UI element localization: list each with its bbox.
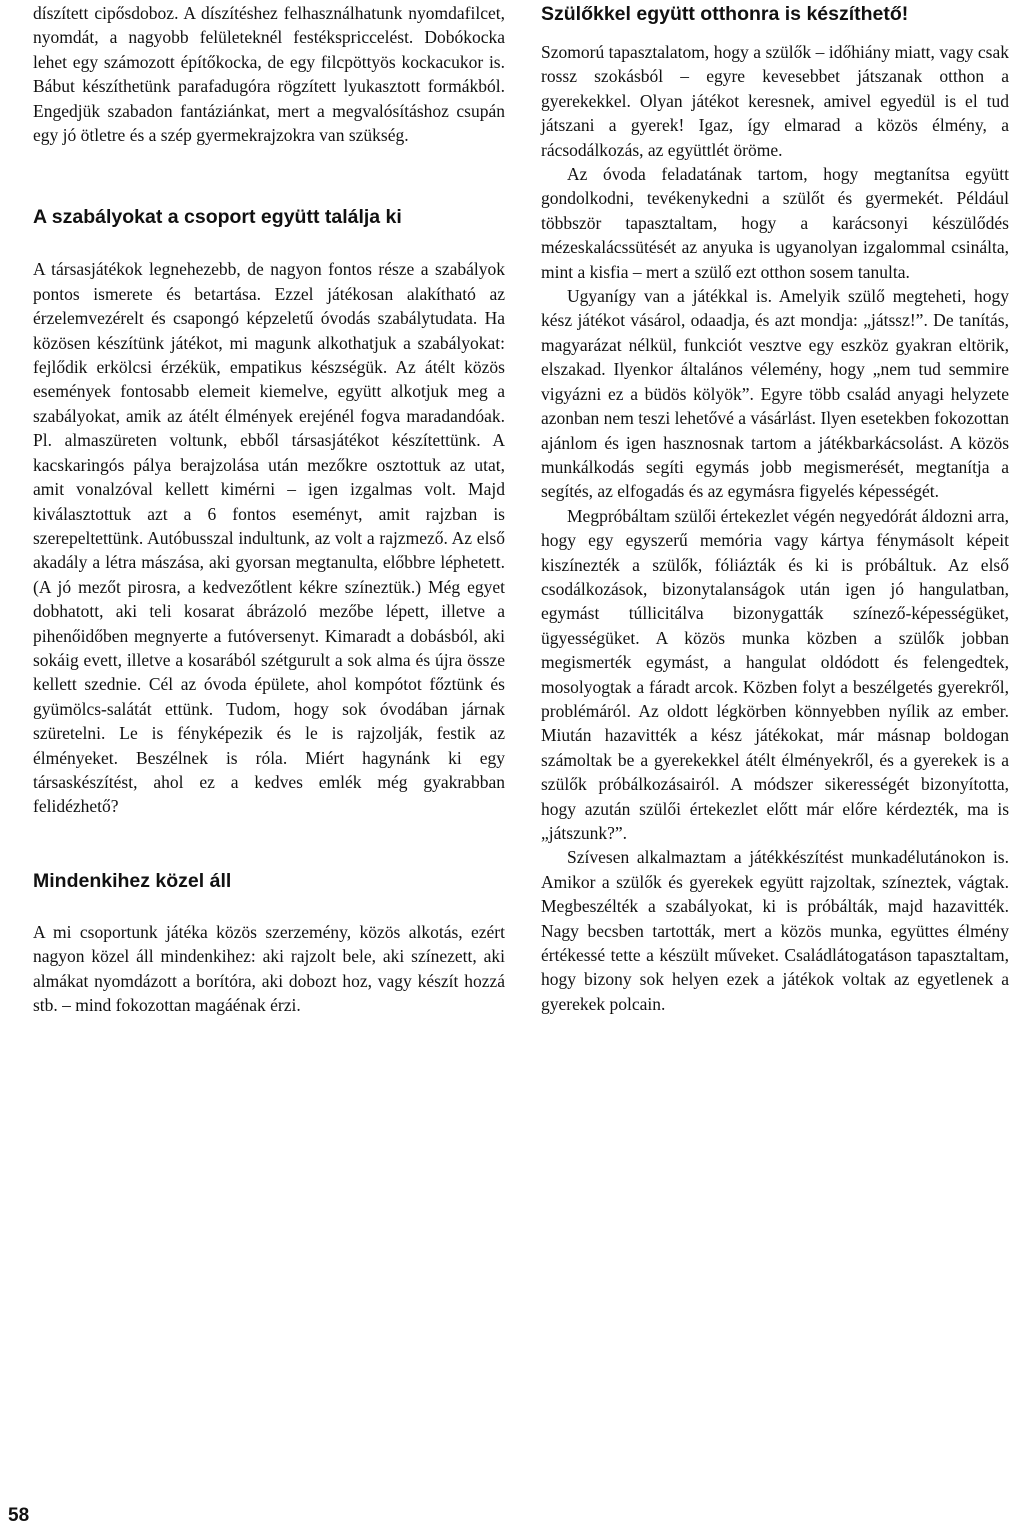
parents-paragraph-2: Az óvoda feladatának tartom, hogy megtanítsa együtt gondolkodni, tevékenykedni a szülőt és gyermekét. Például többször tapasztaltam, hogy a karácsonyi készülődés mézeskalácssütését az anyuka is ugyanolyan izgalommal csinálta, mint a kisfia – mert a szülő ezt otthon sosem tanulta. <box>541 164 1009 282</box>
close-to-everyone-paragraph: A mi csoportunk játéka közös szerzemény, közös alkotás, ezért nagyon közel áll mindenkihez: aki rajzolt bele, aki színezett, aki almákat nyomdázott a borítóra, aki dobozt hoz, vagy készít hozzá stb. – mind fokozottan magáénak érzi. <box>33 921 505 1015</box>
right-column <box>541 0 1009 1016</box>
parents-paragraph-5: Szívesen alkalmaztam a játékkészítést munkadélutánokon is. Amikor a szülők és gyerekek együtt rajzoltak, színeztek, vágtak. Megbeszélték a szabályokat, ki is próbálták, majd hazavitték. Nagy becsben tartották, mert a közös munka, együttes élmény értékessé tette a készült műveket. Családlátogatáson tapasztaltam, hogy bizony sok helyen ezek a játékok voltak az egyetlenek a gyerekek polcain. <box>541 847 1009 1014</box>
parents-paragraph-3: Ugyanígy van a játékkal is. Amelyik szülő megteheti, hogy kész játékot vásárol, odaadja, és azt mondja: „játssz!”. De tanítás, magyarázat nélkül, funkciót vesztve egy eszköz gyakran eltörik, elszakad. Ilyenkor általános vélemény, hogy „nem tud semmire vigyázni ez a büdös kölyök”. Egyre több család anyagi helyzete azonban nem teszi lehetővé a vásárlást. Ilyen esetekben fokozottan ajánlom és igen hasznosnak tartom a játékbarkácsolást. A közös munkálkodás segíti egymás jobb megismerését, megtanítja a segítés, az elfogadás és az egymásra figyelés képességét. <box>541 286 1009 502</box>
parents-paragraph-4: Megpróbáltam szülői értekezlet végén negyedórát áldozni arra, hogy egy egyszerű memória vagy kártya fénymásolt képeit kiszínezték a szülők, fóliázták és ki is próbáltuk. Az első csodálkozások, bizonytalanságok után igen jó hangulatban, egymást túllicitálva bizonygatták színező-képességüket, ügyességüket. A közös munka közben a szülők jobban megismerték egymást, a hangulat oldódott és felengedtek, mosolyogtak a fáradt arcok. Közben folyt a beszélgetés gyerekről, problémáról. Az oldott légkörben könnyebben nyílik az ember. Miután hazavitték a kész játékokat, már másnap boldogan számoltak be a gyerekekkel átélt élményekről, és a gyerekek is a szülők próbálkozásairól. A módszer sikerességét bizonyította, hogy azután szülői értekezlet előtt már előre kérdezték, ma is „játszunk?”. <box>541 505 1009 843</box>
section-heading-parents: Szülőkkel együtt otthonra is készíthető! <box>541 3 909 25</box>
page-number: 58 <box>8 1505 30 1526</box>
section-heading-rules: A szabályokat a csoport együtt találja ki <box>33 206 402 229</box>
intro-paragraph: díszített cipősdoboz. A díszítéshez felhasználhatunk nyomdafilcet, nyomdát, a nagyobb felületeknél festékspriccelést. Dobókocka lehet egy számozott építőkocka, de egy filcpöttyös kockacukor is. Bábut készíthetünk parafadugóra rögzített lyukasztott formákból. Engedjük szabadon fantáziánkat, mert a megvalósításhoz csupán egy jó ötletre és a szép gyermekrajzokra van szükség. <box>33 3 505 146</box>
parents-paragraph-1: Szomorú tapasztalatom, hogy a szülők – időhiány miatt, vagy csak rossz szokásból – egyre kevesebbet játszanak otthon a gyerekekkel. Olyan játékot keresnek, amivel egyedül is el tud játszani a gyerek! Igaz, így elmarad a közös élmény, a rácsodálkozás, az együttlét öröme. <box>541 42 1009 160</box>
left-column <box>33 0 505 1017</box>
rules-paragraph: A társasjátékok legnehezebb, de nagyon fontos része a szabályok pontos ismerete és betartása. Ezzel játékosan alakítható az érzelemvezérelt és csapongó képzeletű óvodás szabálytudata. Ha közösen készítünk játékot, mi magunk alkothatjuk a szabályokat: fejlődik erkölcsi érzékük, empatikus készségük. Az átélt közös események fontosabb elemeit kiemelve, együtt alkotjuk meg a szabályokat, amik az átélt élmények erejénél fogva maradandóak. Pl. almaszüreten voltunk, ebből társasjátékot készítettünk. A kacskaringós pálya berajzolása után mezőkre osztottuk az utat, amit vonalzóval kellett kimérni – igen izgalmas volt. Majd kiválasztottuk azt a 6 fontos eseményt, amit rajzban is szerepeltettünk. Autóbusszal indultunk, az volt a rajzmező. Az első akadály a létra mászása, aki gyorsan megtanulta, előbbre léphetett. (A jó mezőt pirosra, a kedvezőtlent kékre színeztük.) Még egyet dobhatott, aki teli kosarat ábrázoló mezőbe lépett, illetve a pihenőidőben megnyerte a futóversenyt. Kimaradt a dobásból, aki sokáig evett, illetve a kosarából szétgurult a sok alma és újra össze kellett szednie. Cél az óvoda épülete, ahol kompótot főztünk és gyümölcs-salátát ettünk. Tudom, hogy sok óvodában járnak szüretelni. Le is fényképezik és le is rajzolják, festik az élményeket. Beszélnek is róla. Miért hagynánk ki egy társaskészítést, ahol ez a kedves emlék még gyakrabban felidézhető? <box>33 259 505 817</box>
section-heading-close-to-everyone: Mindenkihez közel áll <box>33 869 232 892</box>
